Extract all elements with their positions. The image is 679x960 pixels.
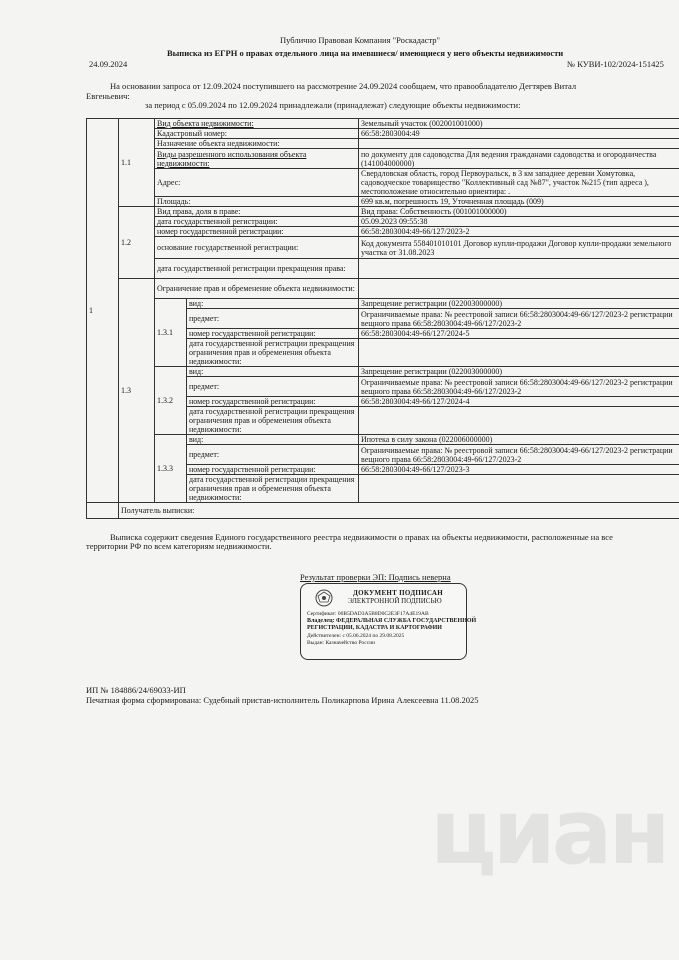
stamp-owner-cont: РЕГИСТРАЦИИ, КАДАСТРА И КАРТОГРАФИИ	[307, 625, 442, 631]
electronic-signature-stamp	[300, 583, 477, 660]
intro-line-3: за период с 05.09.2024 по 12.09.2024 принадлежали (принадлежат) следующие объекты недвижимости:	[145, 100, 521, 110]
printed-by: Печатная форма сформирована: Судебный пристав-исполнитель Поликарпова Ирина Алексеевна 11.08.2025	[86, 695, 479, 705]
area-label: Площадь:	[155, 197, 359, 207]
right-kind-value: Вид права: Собственность (001001000000)	[359, 207, 679, 217]
r1-kind-label: вид:	[187, 299, 359, 309]
watermark-logo: циан	[430, 780, 667, 885]
object-type-value: Земельный участок (002001001000)	[359, 119, 679, 129]
right-basis-value: Код документа 558401010101 Договор купли-продажи Договор купли-продажи земельного участка от 31.08.2023	[359, 237, 679, 259]
r2-kind-value: Запрещение регистрации (022003000000)	[359, 367, 679, 377]
r3-subject-label: предмет:	[187, 445, 359, 465]
ip-number: ИП № 184886/24/69033-ИП	[86, 685, 186, 695]
r3-stop-label: дата государственной регистрации прекращения ограничения прав и обременения объекта недвижимости:	[187, 475, 359, 503]
r2-subject-label: предмет:	[187, 377, 359, 397]
footer-note-line-1: Выписка содержит сведения Единого государственного реестра недвижимости о правах на объекты недвижимости, расположенные на все	[110, 532, 613, 542]
address-value: Свердловская область, город Первоуральск, в 3 км западнее деревни Хомутовка, садоводческое товарищество "Коллективный сад №87", участок №215 (тип адреса ), местоположение относительно ориентира: .	[359, 169, 679, 197]
section-1-3: 1.3	[119, 279, 155, 503]
right-num-value: 66:58:2803004:49-66/127/2023-2	[359, 227, 679, 237]
right-date-value: 05.09.2023 09:55:38	[359, 217, 679, 227]
r3-kind-value: Ипотека в силу закона (022006000000)	[359, 435, 679, 445]
footer-note-line-2: территории РФ по всем категориям недвижимости.	[86, 541, 272, 551]
stamp-certificate: Сертификат: 00B5DAD3A5B8D0C2E3F17A4E19AB	[307, 611, 429, 617]
section-1-1: 1.1	[119, 119, 155, 207]
r3-num-value: 66:58:2803004:49-66/127/2023-3	[359, 465, 679, 475]
address-label: Адрес:	[155, 169, 359, 197]
ep-check-result: Результат проверки ЭП: Подпись неверна	[300, 572, 451, 582]
r2-num-label: номер государственной регистрации:	[187, 397, 359, 407]
r1-num-label: номер государственной регистрации:	[187, 329, 359, 339]
section-1-3-1: 1.3.1	[155, 299, 187, 367]
document-date: 24.09.2024	[89, 59, 128, 69]
r1-stop-label: дата государственной регистрации прекращения ограничения прав и обременения объекта недвижимости:	[187, 339, 359, 367]
right-stop-value	[359, 259, 679, 279]
section-1-3-2: 1.3.2	[155, 367, 187, 435]
company-name: Публично Правовая Компания "Роскадастр"	[280, 35, 441, 45]
restrictions-label: Ограничение прав и обременение объекта недвижимости:	[155, 279, 359, 299]
right-num-label: номер государственной регистрации:	[155, 227, 359, 237]
r2-subject-value: Ограничиваемые права: № реестровой записи 66:58:2803004:49-66/127/2023-2 регистрации вещного права 66:58:2803004:49-66/127/2023-2	[359, 377, 679, 397]
intro-line-2: Евгеньевич:	[86, 91, 130, 101]
r1-subject-value: Ограничиваемые права: № реестровой записи 66:58:2803004:49-66/127/2023-2 регистрации вещного права 66:58:2803004:49-66/127/2023-2	[359, 309, 679, 329]
area-value: 699 кв.м, погрешность 19, Уточненная площадь (009)	[359, 197, 679, 207]
document-number: № КУВИ-102/2024-151425	[567, 59, 664, 69]
right-kind-label: Вид права, доля в праве:	[155, 207, 359, 217]
usage-value: по документу для садоводства Для ведения гражданами садоводства и огородничества (141004000000)	[359, 149, 679, 169]
row-number-1: 1	[87, 119, 119, 503]
r1-subject-label: предмет:	[187, 309, 359, 329]
purpose-value	[359, 139, 679, 149]
cadastral-value: 66:58:2803004:49	[359, 129, 679, 139]
r1-kind-value: Запрещение регистрации (022003000000)	[359, 299, 679, 309]
cadastral-label: Кадастровый номер:	[155, 129, 359, 139]
stamp-owner: Владелец: ФЕДЕРАЛЬНАЯ СЛУЖБА ГОСУДАРСТВЕННОЙ	[307, 618, 477, 624]
r2-num-value: 66:58:2803004:49-66/127/2024-4	[359, 397, 679, 407]
r3-num-label: номер государственной регистрации:	[187, 465, 359, 475]
section-1-2: 1.2	[119, 207, 155, 279]
intro-line-1: На основании запроса от 12.09.2024 поступившего на рассмотрение 24.09.2024 сообщаем, что правообладателю Дегтярев Витал	[110, 81, 577, 91]
object-type-label: Вид объекта недвижимости:	[155, 119, 359, 129]
r2-stop-label: дата государственной регистрации прекращения ограничения прав и обременения объекта недвижимости:	[187, 407, 359, 435]
stamp-issuer: Выдан: Казначейство России	[307, 640, 376, 646]
stamp-title: ДОКУМЕНТ ПОДПИСАН	[353, 589, 444, 597]
right-date-label: дата государственной регистрации:	[155, 217, 359, 227]
stamp-validity: Действителен: с 05.06.2024 по 29.08.2025	[307, 633, 405, 639]
r1-num-value: 66:58:2803004:49-66/127/2024-5	[359, 329, 679, 339]
property-table	[86, 118, 679, 519]
r3-subject-value: Ограничиваемые права: № реестровой записи 66:58:2803004:49-66/127/2023-2 регистрации вещного права 66:58:2803004:49-66/127/2023-2	[359, 445, 679, 465]
right-stop-label: дата государственной регистрации прекращения права:	[155, 259, 359, 279]
usage-label: Виды разрешенного использования объекта недвижимости:	[155, 149, 359, 169]
emblem-icon	[309, 588, 339, 608]
recipient-label: Получатель выписки:	[119, 503, 679, 519]
document-title: Выписка из ЕГРН о правах отдельного лица на имевшиеся/ имеющиеся у него объекты недвижимости	[167, 48, 564, 58]
section-1-3-3: 1.3.3	[155, 435, 187, 503]
purpose-label: Назначение объекта недвижимости:	[155, 139, 359, 149]
stamp-subtitle: ЭЛЕКТРОННОЙ ПОДПИСЬЮ	[348, 597, 442, 605]
r2-kind-label: вид:	[187, 367, 359, 377]
right-basis-label: основание государственной регистрации:	[155, 237, 359, 259]
r3-kind-label: вид:	[187, 435, 359, 445]
